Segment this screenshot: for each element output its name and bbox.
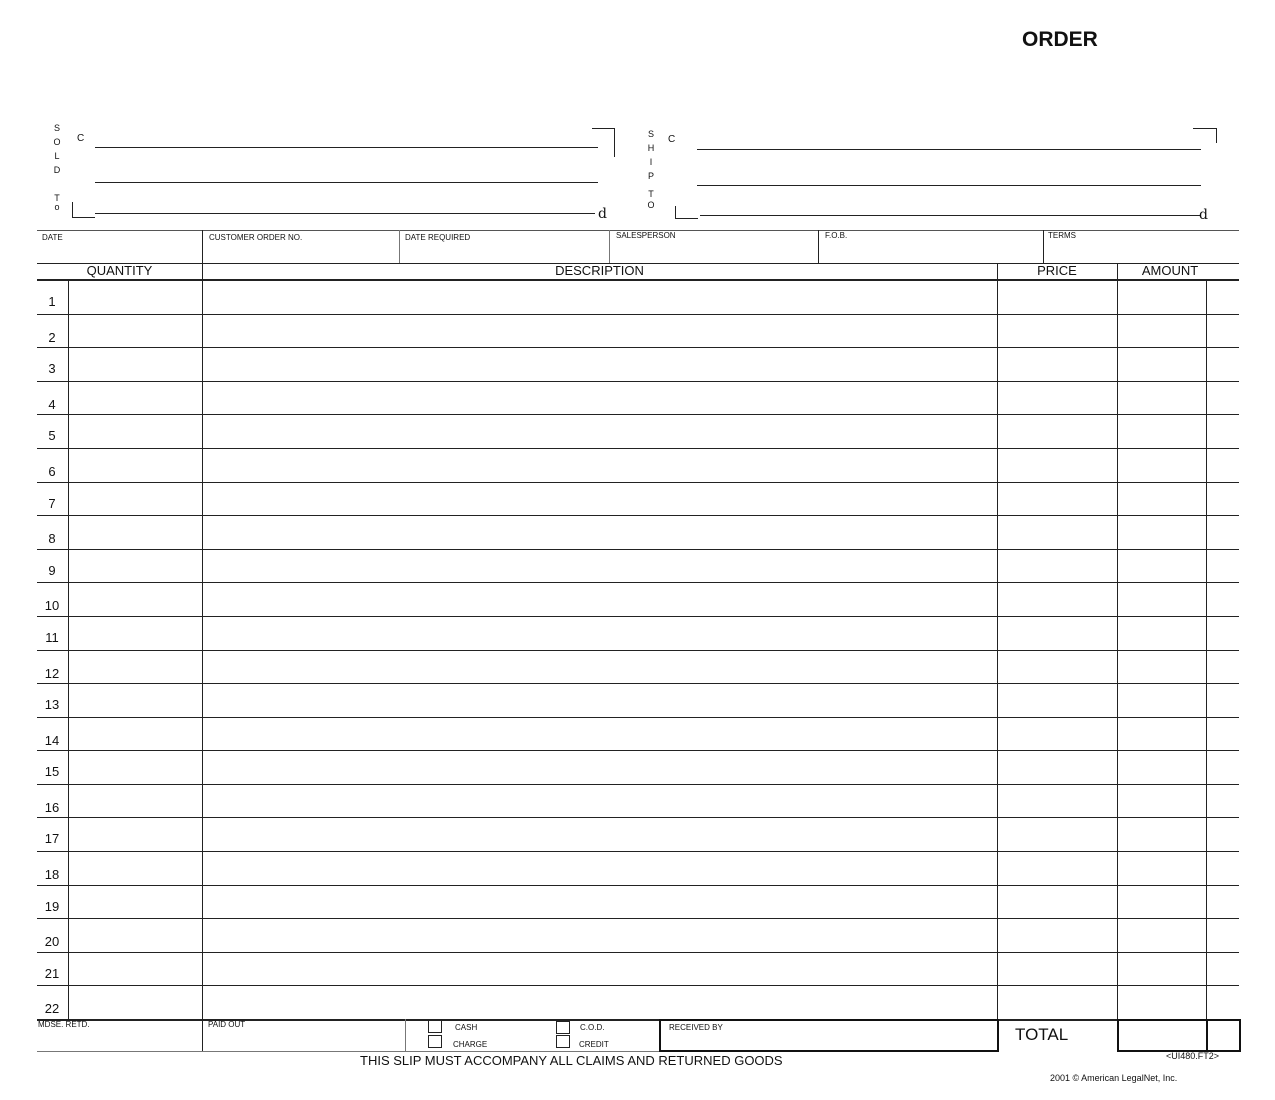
- column-header-description: DESCRIPTION: [555, 263, 644, 278]
- received-by-label: RECEIVED BY: [669, 1023, 723, 1032]
- row-number: 6: [48, 464, 56, 479]
- total-label: TOTAL: [1015, 1025, 1069, 1044]
- divider: [1117, 263, 1118, 1019]
- row-number: 7: [48, 496, 56, 511]
- row-divider: [37, 952, 1239, 953]
- row-divider: [37, 918, 1239, 919]
- row-number: 4: [48, 397, 56, 412]
- row-number: 8: [48, 531, 56, 546]
- row-divider: [37, 750, 1239, 751]
- sold-to-corner-d: d: [598, 206, 607, 222]
- ship-to-corner-mark: [675, 206, 698, 219]
- row-divider: [37, 616, 1239, 617]
- row-divider: [37, 683, 1239, 684]
- cash-label: CASH: [455, 1023, 478, 1032]
- row-number: 12: [44, 666, 60, 681]
- row-divider: [37, 448, 1239, 449]
- charge-checkbox[interactable]: [428, 1035, 442, 1048]
- ship-to-line-1[interactable]: [697, 149, 1201, 150]
- ship-to-line-3[interactable]: [700, 215, 1200, 216]
- row-number: 1: [48, 294, 56, 309]
- sold-to-corner-mark: [592, 128, 615, 157]
- ship-to-line-2[interactable]: [697, 185, 1201, 186]
- row-divider: [37, 414, 1239, 415]
- row-divider: [37, 582, 1239, 583]
- field-fob[interactable]: F.O.B.: [825, 231, 848, 240]
- row-divider: [37, 549, 1239, 550]
- row-number: 21: [44, 966, 60, 981]
- sold-to-label: S O L D T o: [53, 123, 61, 212]
- row-number: 10: [44, 598, 60, 613]
- row-number: 16: [44, 800, 60, 815]
- row-divider: [37, 851, 1239, 852]
- received-by-box[interactable]: [659, 1019, 999, 1052]
- field-customer-order-no[interactable]: CUSTOMER ORDER NO.: [209, 233, 303, 242]
- mdse-retd-label[interactable]: MDSE. RETD.: [38, 1020, 90, 1029]
- row-number: 5: [48, 428, 56, 443]
- ship-to-corner-c: C: [668, 134, 676, 145]
- row-divider: [37, 650, 1239, 651]
- divider: [37, 279, 1239, 281]
- charge-label: CHARGE: [453, 1040, 488, 1049]
- field-terms[interactable]: TERMS: [1048, 231, 1076, 240]
- ship-to-corner-mark: [1193, 128, 1217, 143]
- row-divider: [37, 515, 1239, 516]
- form-title: ORDER: [1022, 28, 1098, 51]
- cod-checkbox[interactable]: [556, 1021, 570, 1034]
- row-number: 11: [45, 630, 59, 645]
- cod-label: C.O.D.: [580, 1023, 605, 1032]
- column-header-amount: AMOUNT: [1141, 263, 1199, 278]
- row-divider: [37, 482, 1239, 483]
- ship-to-label: S H I P T O: [647, 129, 655, 210]
- row-divider: [37, 314, 1239, 315]
- notice-text: THIS SLIP MUST ACCOMPANY ALL CLAIMS AND RETURNED GOODS: [360, 1053, 783, 1068]
- credit-checkbox[interactable]: [556, 1035, 570, 1048]
- column-header-price: PRICE: [1037, 263, 1077, 278]
- sold-to-corner-mark: [72, 202, 95, 218]
- paid-out-label[interactable]: PAID OUT: [208, 1020, 246, 1029]
- total-cents-box[interactable]: [1206, 1019, 1241, 1052]
- sold-to-line-3[interactable]: [95, 213, 595, 214]
- sold-to-line-1[interactable]: [95, 147, 598, 148]
- divider: [399, 230, 400, 263]
- row-divider: [37, 885, 1239, 886]
- row-divider: [37, 381, 1239, 382]
- row-number: 19: [44, 899, 60, 914]
- row-divider: [37, 784, 1239, 785]
- row-number: 15: [44, 764, 60, 779]
- row-divider: [37, 817, 1239, 818]
- divider: [609, 230, 610, 263]
- field-date[interactable]: DATE: [42, 233, 63, 242]
- ship-to-corner-d: d: [1199, 207, 1208, 223]
- row-number: 9: [48, 563, 56, 578]
- row-number: 14: [44, 733, 60, 748]
- column-header-quantity: QUANTITY: [86, 263, 153, 278]
- row-divider: [37, 985, 1239, 986]
- divider: [997, 263, 998, 1019]
- divider: [202, 230, 203, 263]
- row-number: 2: [48, 330, 56, 345]
- form-code: <UI480.FT2>: [1166, 1051, 1220, 1061]
- row-number: 13: [44, 697, 60, 712]
- row-number: 17: [44, 831, 60, 846]
- row-number: 3: [48, 361, 56, 376]
- credit-label: CREDIT: [579, 1040, 609, 1049]
- field-date-required[interactable]: DATE REQUIRED: [405, 233, 471, 242]
- row-divider: [37, 347, 1239, 348]
- row-number: 20: [44, 934, 60, 949]
- sold-to-line-2[interactable]: [95, 182, 598, 183]
- row-number: 18: [44, 867, 60, 882]
- copyright-text: 2001 © American LegalNet, Inc.: [1050, 1073, 1178, 1083]
- row-divider: [37, 717, 1239, 718]
- divider: [405, 1019, 406, 1051]
- field-salesperson[interactable]: SALESPERSON: [616, 231, 676, 240]
- divider: [818, 230, 819, 263]
- cash-checkbox[interactable]: [428, 1020, 442, 1033]
- sold-to-corner-c: C: [77, 133, 85, 144]
- row-number: 22: [44, 1001, 60, 1016]
- divider: [1043, 230, 1044, 263]
- total-dollars-box[interactable]: [1117, 1019, 1208, 1052]
